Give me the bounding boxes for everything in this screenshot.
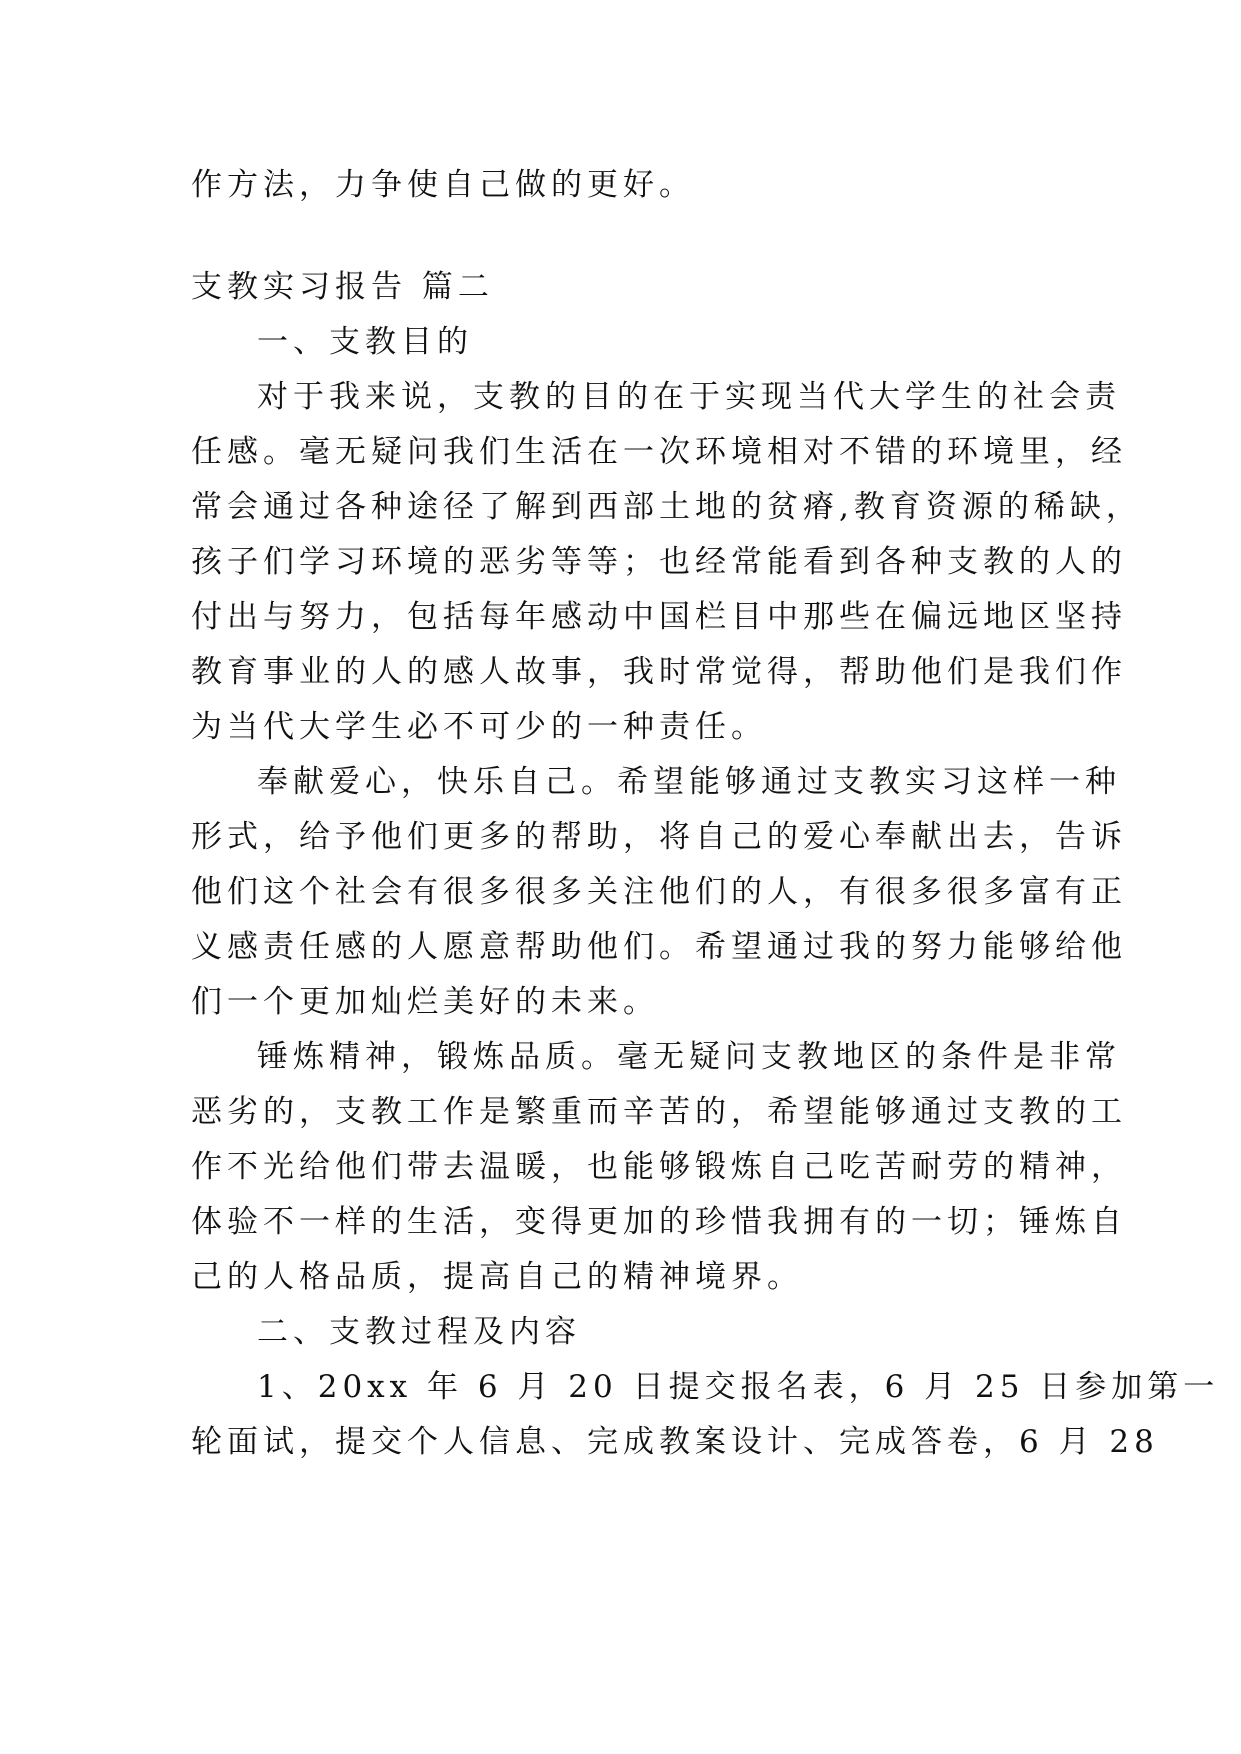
text-line-19: 体验不一样的生活，变得更加的珍惜我拥有的一切；锤炼自 [191,1204,1127,1240]
text-line-7: 孩子们学习环境的恶劣等等；也经常能看到各种支教的人的 [191,544,1127,580]
text-line-15: 们一个更加灿烂美好的未来。 [191,984,659,1020]
text-line-16: 锤炼精神，锻炼品质。毫无疑问支教地区的条件是非常 [257,1039,1121,1075]
text-line-8: 付出与努力，包括每年感动中国栏目中那些在偏远地区坚持 [191,599,1127,635]
text-line-1: 作方法，力争使自己做的更好。 [191,167,695,203]
text-line-10: 为当代大学生必不可少的一种责任。 [191,709,767,745]
text-line-12: 形式，给予他们更多的帮助，将自己的爱心奉献出去，告诉 [191,819,1127,855]
heading-purpose: 一、支教目的 [257,324,473,360]
text-line-20: 己的人格品质，提高自己的精神境界。 [191,1259,803,1295]
text-line-17: 恶劣的，支教工作是繁重而辛苦的，希望能够通过支教的工 [191,1094,1127,1130]
text-line-18: 作不光给他们带去温暖，也能够锻炼自己吃苦耐劳的精神， [191,1149,1127,1185]
text-line-11: 奉献爱心，快乐自己。希望能够通过支教实习这样一种 [257,764,1121,800]
text-line-14: 义感责任感的人愿意帮助他们。希望通过我的努力能够给他 [191,929,1127,965]
text-line-9: 教育事业的人的感人故事，我时常觉得，帮助他们是我们作 [191,654,1127,690]
text-line-22: 1、20xx 年 6 月 20 日提交报名表，6 月 25 日参加第一 [257,1369,1220,1405]
text-line-13: 他们这个社会有很多很多关注他们的人，有很多很多富有正 [191,874,1127,910]
text-line-5: 任感。毫无疑问我们生活在一次环境相对不错的环境里，经 [191,434,1127,470]
heading-process: 二、支教过程及内容 [257,1314,581,1350]
text-line-23: 轮面试，提交个人信息、完成教案设计、完成答卷，6 月 28 [191,1424,1159,1460]
section-title: 支教实习报告 篇二 [191,269,494,305]
text-line-4: 对于我来说，支教的目的在于实现当代大学生的社会责 [257,379,1121,415]
document-body [191,158,1220,1470]
text-line-6: 常会通过各种途径了解到西部土地的贫瘠,教育资源的稀缺， [191,489,1142,525]
